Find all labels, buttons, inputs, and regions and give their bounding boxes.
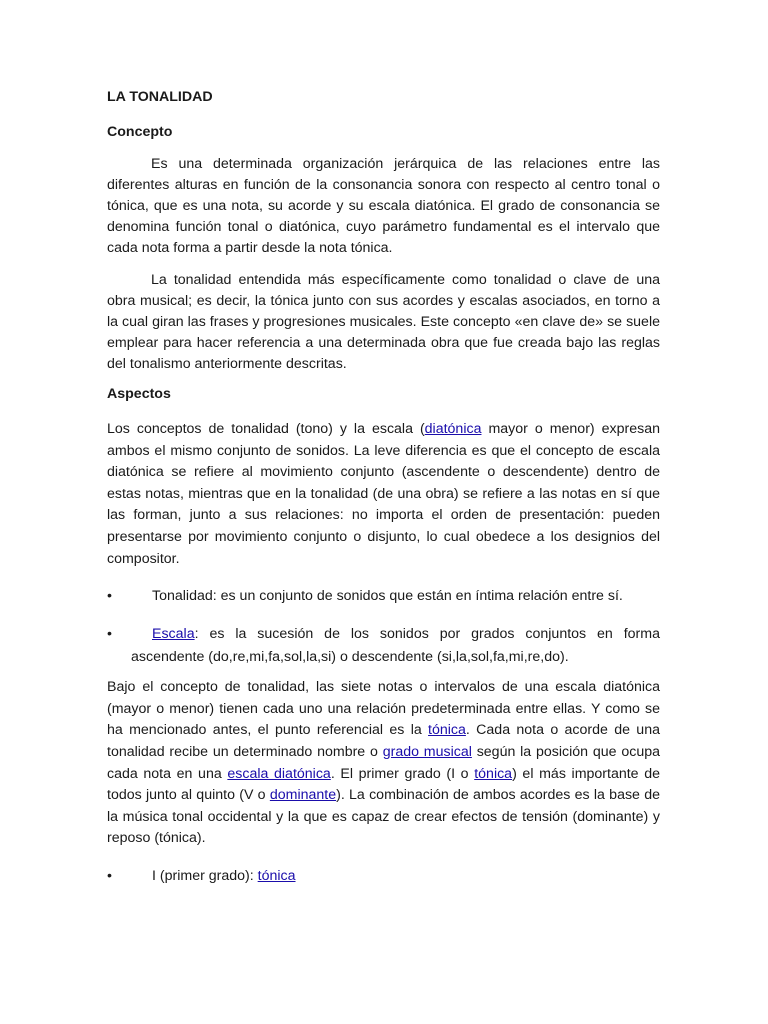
section-heading-aspectos: Aspectos xyxy=(107,386,171,402)
link-tonica-2[interactable]: tónica xyxy=(474,765,513,782)
document-title: LA TONALIDAD xyxy=(107,89,213,105)
document-content xyxy=(107,89,660,901)
aspectos-paragraph-1 xyxy=(107,419,660,570)
text-run: . El primer grado (I o xyxy=(330,765,475,782)
text-run: mayor o menor) expresan ambos el mismo conjunto de sonidos. La leve diferencia es que el concepto de escala diatónica se refiere al movimiento conjunto (ascendente o descendente) dentro de estas notas, mientras que en la tonalidad (de una obra) se refiere a las notas en sí que las forman, junto a sus relaciones: no importa el orden de presentación: pueden presentarse por movimiento conjunto o disjunto, lo cual obedece a los designios del compositor. xyxy=(107,421,660,567)
link-grado-musical[interactable]: grado musical xyxy=(382,743,472,760)
text-run: . Cada nota o acorde de una tonalidad recibe un determinado nombre o xyxy=(107,722,660,760)
bullet-icon: • xyxy=(107,588,112,605)
bullet-item-primer-grado xyxy=(107,865,660,888)
link-dominante[interactable]: dominante xyxy=(269,787,337,804)
link-escala[interactable]: Escala xyxy=(152,626,195,643)
bullet-text: Tonalidad: es un conjunto de sonidos que están en íntima relación entre sí. xyxy=(152,588,623,605)
section-heading-concepto: Concepto xyxy=(107,124,173,140)
bullet-item-escala xyxy=(107,623,660,669)
text-run: ) el más importante de todos junto al quinto (V o xyxy=(107,765,660,804)
bullet-item-tonalidad xyxy=(107,585,660,608)
link-tonica[interactable]: tónica xyxy=(428,722,466,739)
text-run: Bajo el concepto de tonalidad, las siete notas o intervalos de una escala diatónica (mayor o menor) tienen cada uno una relación predeterminada entre ellas. Y como se ha mencionado antes, el punto referencial es la xyxy=(107,679,660,739)
link-diatonica[interactable]: diatónica xyxy=(424,421,482,437)
text-run: ). La combinación de ambos acordes es la base de la música tonal occidental y la que es capaz de crear efectos de tensión (dominante) y reposo (tónica). xyxy=(107,787,660,847)
concepto-paragraph-2: La tonalidad entendida más específicamente como tonalidad o clave de una obra musical; es decir, la tónica junto con sus acordes y escalas asociados, en torno a la cual giran las frases y progresiones musicales. Este concepto «en clave de» se suele emplear para hacer referencia a una determinada obra que fue creada bajo las reglas del tonalismo anteriormente descritas. xyxy=(107,272,660,372)
concepto-paragraph-1: Es una determinada organización jerárquica de las relaciones entre las diferentes alturas en función de la consonancia sonora con respecto al centro tonal o tónica, que es una nota, su acorde y su escala diatónica. El grado de consonancia se denomina función tonal o diatónica, cuyo parámetro fundamental es el intervalo que cada nota forma a partir desde la nota tónica. xyxy=(107,156,660,256)
text-run: según la posición que ocupa cada nota en una xyxy=(107,743,660,782)
bullet-text: : es la sucesión de los sonidos por grados conjuntos en forma ascendente (do,re,mi,fa,sol,la,si) o descendente (si,la,sol,fa,mi,re,do). xyxy=(131,626,660,666)
bullet-text: I (primer grado): xyxy=(152,867,258,884)
bullet-icon: • xyxy=(107,626,112,643)
bullet-icon: • xyxy=(107,867,112,884)
aspectos-paragraph-2 xyxy=(107,677,660,850)
text-run: Los conceptos de tonalidad (tono) y la escala ( xyxy=(107,421,425,437)
link-tonica-3[interactable]: tónica xyxy=(257,867,296,884)
link-escala-diatonica[interactable]: escala diatónica xyxy=(227,765,331,782)
